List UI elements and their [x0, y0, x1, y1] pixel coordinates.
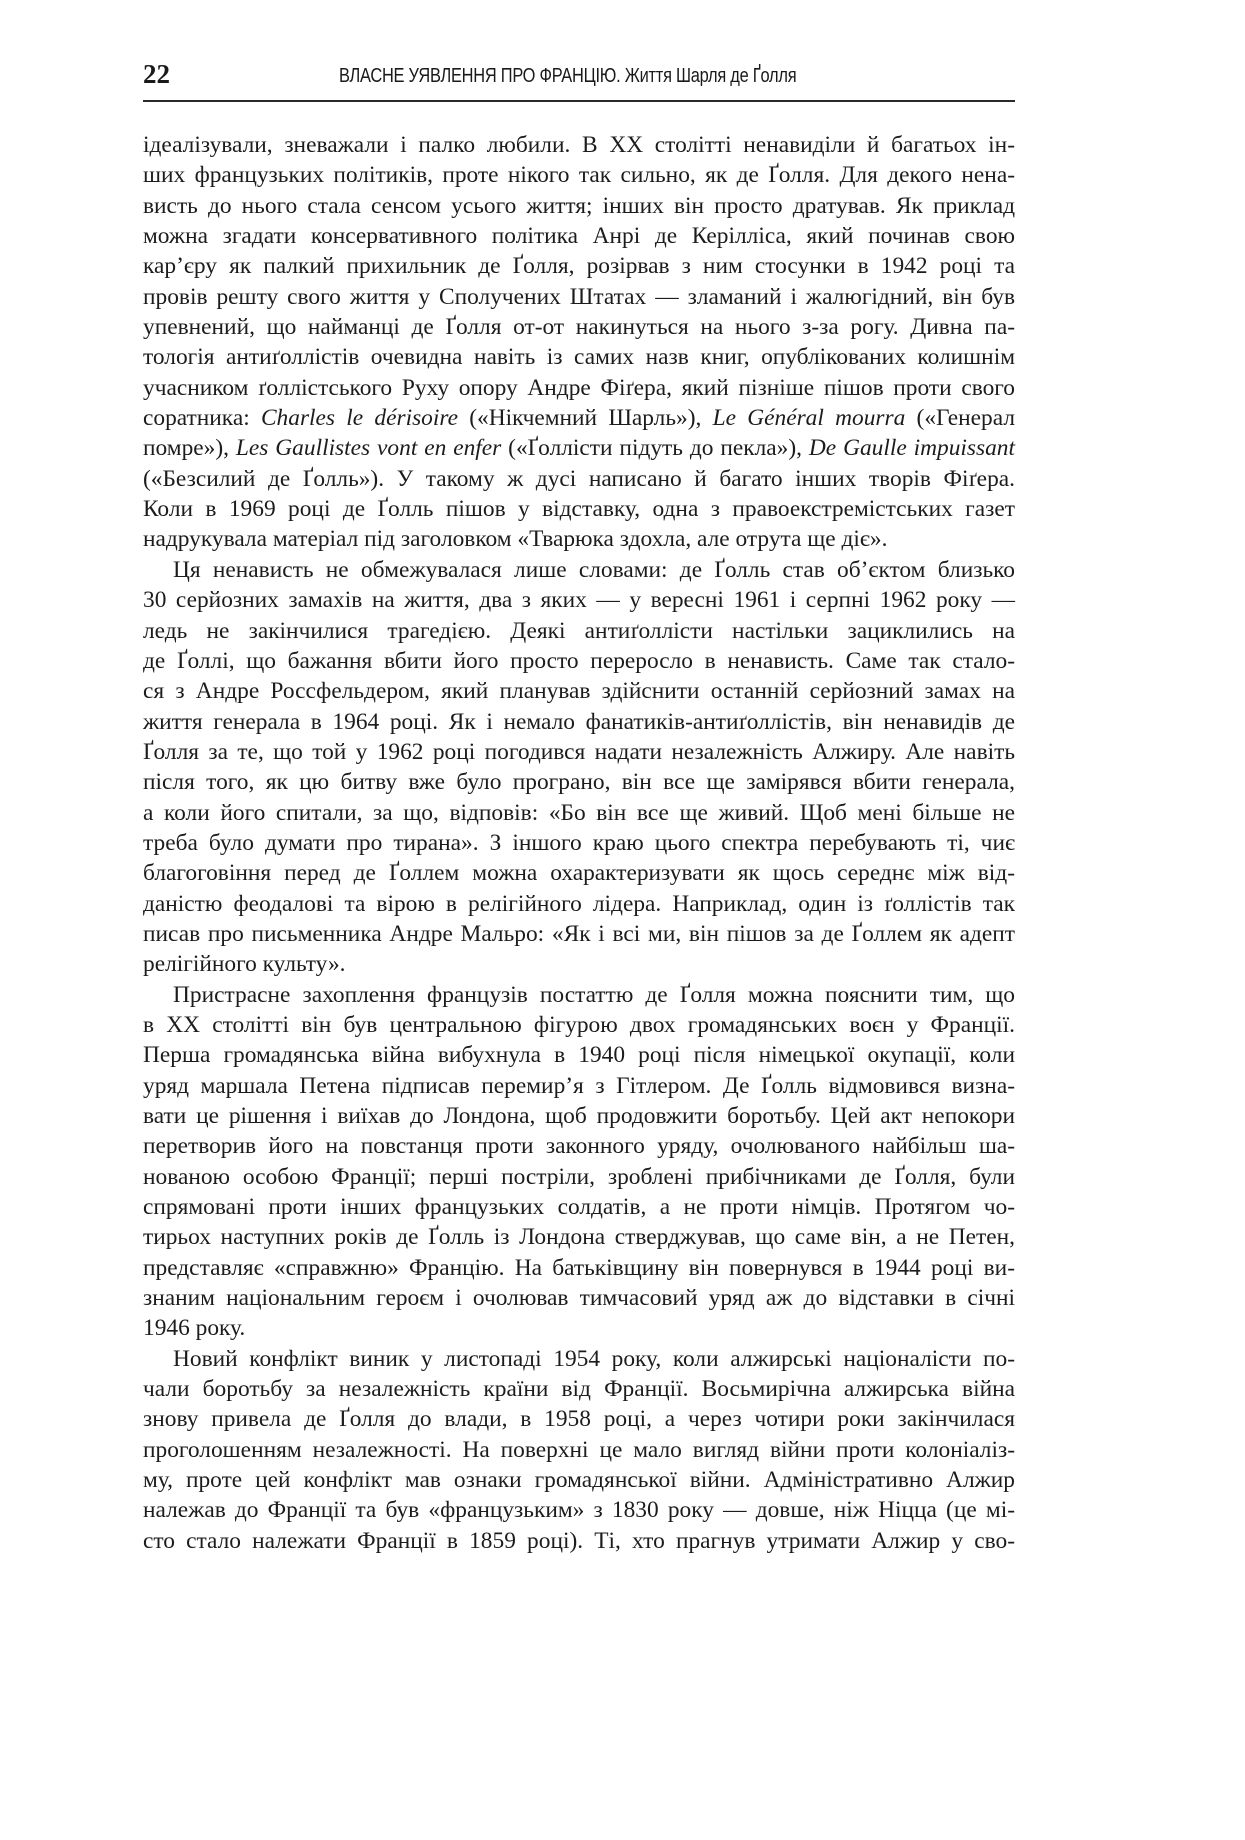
text-line: упевнений, що найманці де Ґолля от-от накинуться на нього з-за рогу. Дивна па-	[143, 314, 1015, 341]
text-line: сто стало належати Франції в 1859 році). Ті, хто прагнув утримати Алжир у сво-	[143, 1527, 1015, 1554]
text-line: ся з Андре Россфельдером, який планував здійснити останній серйозний замах на	[143, 678, 1015, 705]
text-line: перетворив його на повстанця проти законного уряду, очолюваного найбільш ша-	[143, 1133, 1015, 1160]
running-header	[143, 58, 1015, 102]
text-line: де Ґоллі, що бажання вбити його просто переросло в ненависть. Саме так стало-	[143, 647, 1015, 674]
text-line: тологія антиґоллістів очевидна навіть із самих назв книг, опублікованих колишнім	[143, 344, 1015, 371]
text-line: представляє «справжню» Францію. На батьківщину він повернувся в 1944 році ви-	[143, 1254, 1015, 1281]
text-line: Ґолля за те, що той у 1962 році погодився надати незалежність Алжиру. Але навіть	[143, 738, 1015, 765]
text-line: даністю феодалові та вірою в релігійного лідера. Наприклад, один із ґоллістів так	[143, 890, 1015, 917]
text-run: соратника:	[143, 405, 261, 432]
text-run: («Ґоллісти підуть до пекла»),	[501, 435, 809, 462]
text-line: кар’єру як палкий прихильник де Ґолля, розірвав з ним стосунки в 1942 році та	[143, 253, 1015, 280]
text-line: ших французьких політиків, проте нікого так сильно, як де Ґолля. Для декого нена-	[143, 162, 1015, 189]
text-line: Перша громадянська війна вибухнула в 1940 році після німецької окупації, коли	[143, 1042, 1015, 1069]
book-title: De Gaulle impuissant	[808, 435, 1016, 462]
text-line: життя генерала в 1964 році. Як і немало фанатиків-антиґоллістів, він ненавидів де	[143, 708, 1015, 735]
book-title: Le Général mourra	[712, 405, 906, 432]
text-line: релігійного культу».	[143, 951, 346, 978]
text-line: 1946 року.	[143, 1315, 246, 1342]
text-line: ідеалізували, зневажали і палко любили. В XX столітті ненавиділи й багатьох ін-	[143, 132, 1015, 158]
text-line: надрукувала матеріал під заголовком «Тварюка здохла, але отрута ще діє».	[143, 526, 888, 553]
text-line: вати це рішення і виїхав до Лондона, щоб продовжити боротьбу. Цей акт непокори	[143, 1103, 1015, 1129]
text-line: тирьох наступних років де Ґолль із Лондона стверджував, що саме він, а не Петен,	[143, 1224, 1015, 1251]
text-line: уряд маршала Петена підписав перемир’я з Гітлером. Де Ґолль відмовився визна-	[143, 1072, 1015, 1099]
body-text	[143, 130, 1015, 1556]
text-run: («Генерал	[905, 405, 1016, 432]
text-line: Пристрасне захоплення французів постаттю де Ґолля можна пояснити тим, що	[173, 981, 1015, 1008]
book-title: Charles le dérisoire	[260, 405, 458, 432]
text-line: а коли його спитали, за що, відповів: «Бо він все ще живий. Щоб мені більше не	[143, 799, 1015, 826]
text-line: Новий конфлікт виник у листопаді 1954 року, коли алжирські націоналісти по-	[173, 1345, 1015, 1372]
text-line: Коли в 1969 році де Ґолль пішов у відставку, одна з правоекстремістських газет	[143, 496, 1015, 523]
paragraph-1	[143, 130, 1015, 555]
text-line: 30 серйозних замахів на життя, два з яких — у вересні 1961 і серпні 1962 року —	[143, 587, 1015, 614]
text-line: після того, як цю битву вже було програно, він все ще замірявся вбити генерала,	[143, 769, 1015, 796]
text-line: провів решту свого життя у Сполучених Штатах — зламаний і жалюгідний, він був	[143, 283, 1015, 310]
text-line-book-titles	[143, 403, 1015, 433]
text-line: Ця ненависть не обмежувалася лише словами: де Ґолль став об’єктом близько	[173, 556, 1015, 583]
running-title: ВЛАСНЕ УЯВЛЕННЯ ПРО ФРАНЦІЮ. Життя Шарля де Ґолля	[339, 65, 797, 87]
text-line: («Безсилий де Ґолль»). У такому ж дусі написано й багато інших творів Фіґера.	[143, 465, 1015, 492]
text-line: ледь не закінчилися трагедією. Деякі антиґоллісти настільки зациклились на	[143, 617, 1015, 644]
paragraph-2	[143, 555, 1015, 980]
text-line: висть до нього стала сенсом усього життя; інших він просто дратував. Як приклад	[143, 192, 1015, 219]
text-line: писав про письменника Андре Мальро: «Як і всі ми, він пішов за де Ґоллем як адепт	[143, 920, 1015, 947]
paragraph-3	[143, 980, 1015, 1344]
text-line: в XX столітті він був центральною фігурою двох громадянських воєн у Франції.	[143, 1011, 1015, 1038]
text-line: нованою особою Франції; перші постріли, зроблені прибічниками де Ґолля, були	[143, 1163, 1015, 1190]
text-line: знову привела де Ґолля до влади, в 1958 році, а через чотири роки закінчилася	[143, 1406, 1015, 1433]
text-line: знаним національним героєм і очолював тимчасовий уряд аж до відставки в січні	[143, 1285, 1015, 1312]
text-line: можна згадати консервативного політика Анрі де Керілліса, який починав свою	[143, 223, 1015, 250]
text-line: треба було думати про тирана». З іншого краю цього спектра перебувають ті, чиє	[143, 829, 1015, 856]
text-line: належав до Франції та був «французьким» з 1830 року — довше, ніж Ніцца (це мі-	[143, 1497, 1015, 1524]
text-line: учасником ґоллістського Руху опору Андре Фіґера, який пізніше пішов проти свого	[143, 374, 1015, 401]
text-run: помре»),	[143, 435, 236, 462]
text-line: спрямовані проти інших французьких солдатів, а не проти німців. Протягом чо-	[143, 1194, 1015, 1221]
page-number: 22	[143, 59, 170, 89]
paragraph-4	[143, 1344, 1015, 1556]
text-line: проголошенням незалежності. На поверхні це мало вигляд війни проти колоніаліз-	[143, 1436, 1015, 1463]
text-line-book-titles	[143, 433, 1015, 463]
text-line: чали боротьбу за незалежність країни від Франції. Восьмирічна алжирська війна	[143, 1376, 1015, 1403]
text-run: («Нікчемний Шарль»),	[458, 405, 713, 432]
text-line: благоговіння перед де Ґоллем можна охарактеризувати як щось середнє між від-	[143, 860, 1015, 887]
book-title: Les Gaullistes vont en enfer	[235, 435, 502, 462]
text-line: му, проте цей конфлікт мав ознаки громадянської війни. Адміністративно Алжир	[143, 1467, 1015, 1494]
